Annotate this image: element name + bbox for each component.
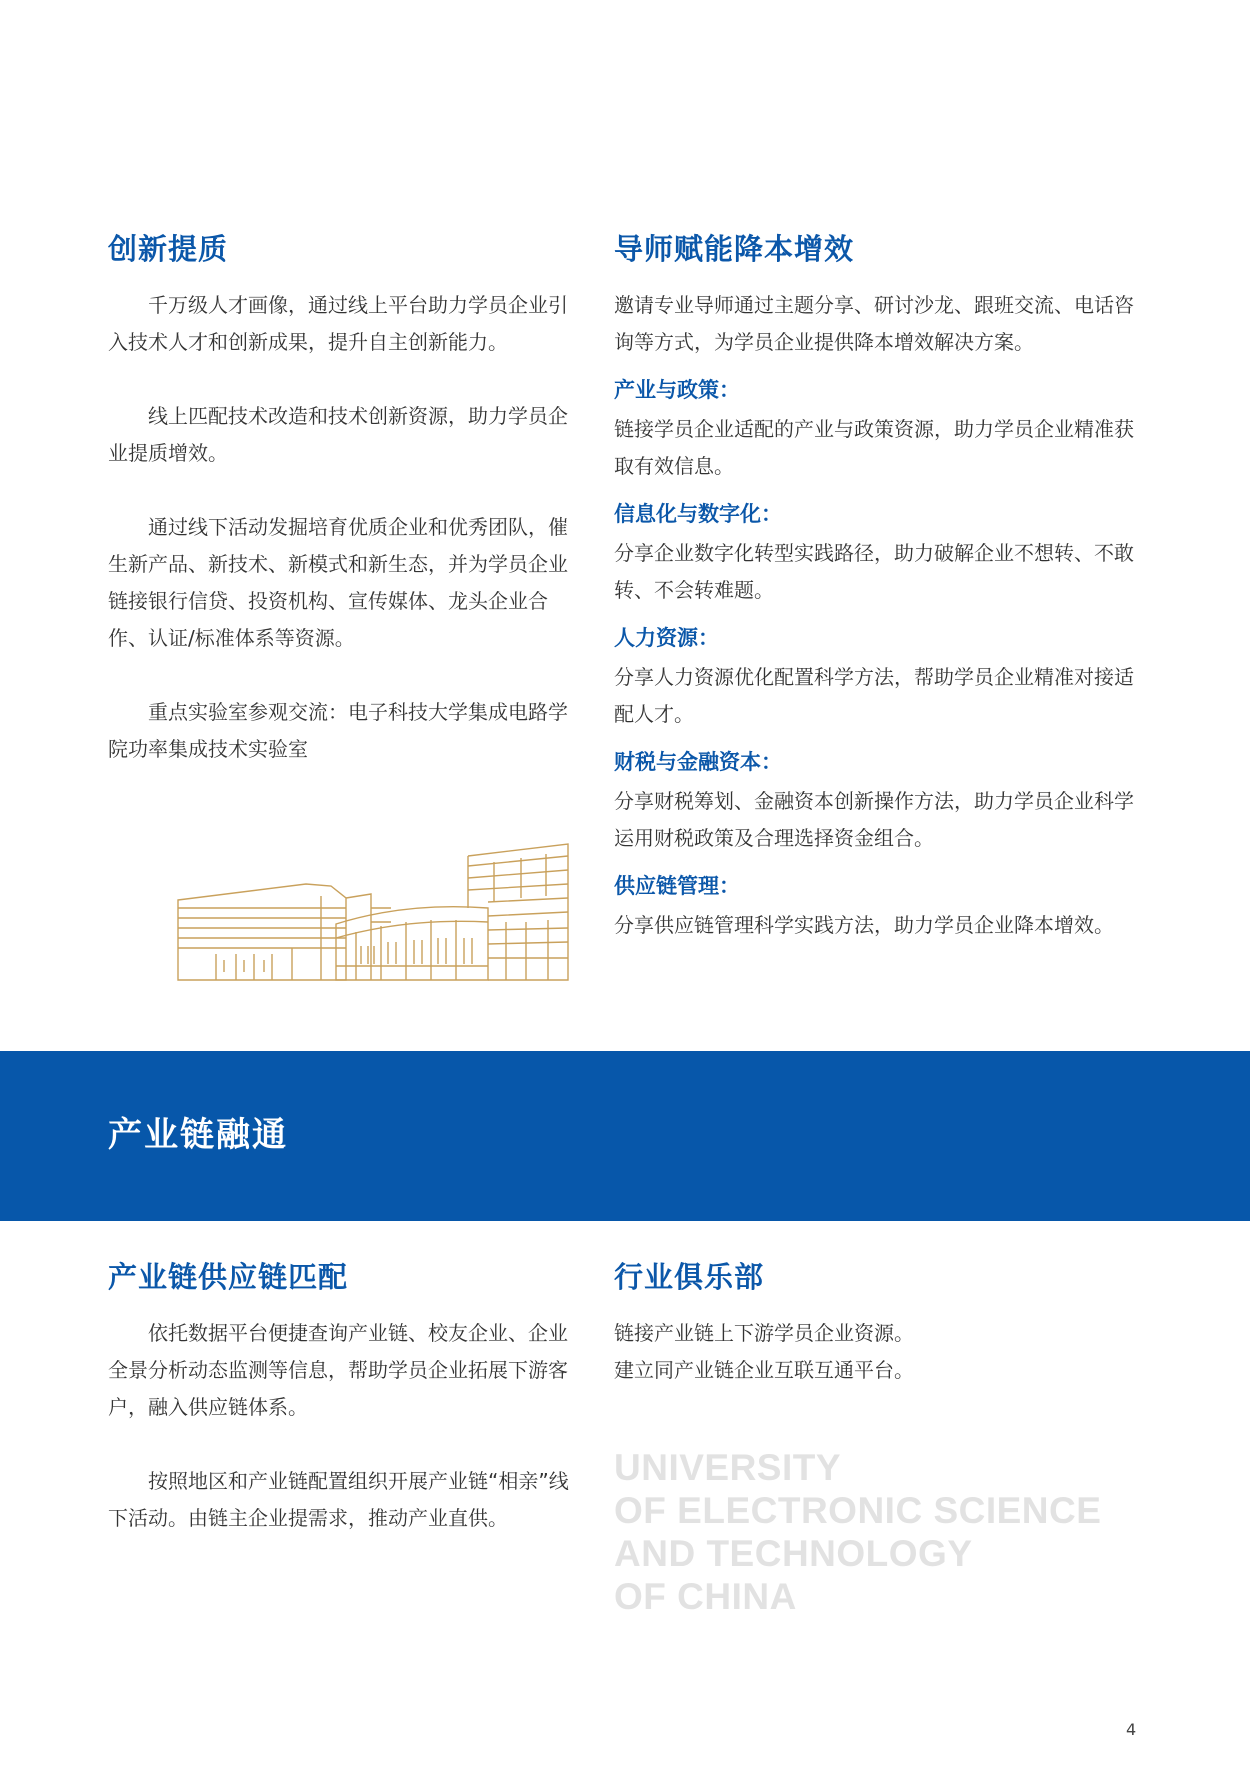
watermark-line-2: OF ELECTRONIC SCIENCE (614, 1490, 1102, 1531)
innovation-paragraph-3: 通过线下活动发掘培育优质企业和优秀团队，催生新产品、新技术、新模式和新生态，并为学员企业链接银行信贷、投资机构、宣传媒体、龙头企业合作、认证/标准体系等资源。 (108, 515, 568, 650)
digital-text: 分享企业数字化转型实践路径，助力破解企业不想转、不敢转、不会转难题。 (614, 541, 1134, 602)
page-number: 4 (1126, 1720, 1137, 1739)
hr-heading: 人力资源： (614, 626, 719, 650)
section-title-innovation: 创新提质 (108, 232, 229, 266)
policy-text: 链接学员企业适配的产业与政策资源，助力学员企业精准获取有效信息。 (614, 417, 1134, 478)
innovation-paragraph-1: 千万级人才画像，通过线上平台助力学员企业引入技术人才和创新成果，提升自主创新能力。 (108, 293, 568, 354)
supply-chain-heading: 供应链管理： (614, 874, 740, 898)
section-banner (0, 1051, 1250, 1221)
mentor-intro: 邀请专业导师通过主题分享、研讨沙龙、跟班交流、电话咨询等方式，为学员企业提供降本增效解决方案。 (614, 293, 1134, 354)
watermark-line-4: OF CHINA (614, 1576, 797, 1617)
right-top-column (614, 229, 1144, 944)
industry-club-line-1: 链接产业链上下游学员企业资源。 (614, 1321, 914, 1345)
industry-club-line-2: 建立同产业链企业互联互通平台。 (614, 1358, 914, 1382)
building-illustration (176, 842, 571, 982)
hr-text: 分享人力资源优化配置科学方法，帮助学员企业精准对接适配人才。 (614, 665, 1134, 726)
watermark-line-1: UNIVERSITY (614, 1447, 842, 1488)
university-watermark (614, 1446, 1101, 1618)
section-title-chain-matching: 产业链供应链匹配 (108, 1260, 349, 1294)
innovation-paragraph-2: 线上匹配技术改造和技术创新资源，助力学员企业提质增效。 (108, 404, 568, 465)
section-title-industry-club: 行业俱乐部 (614, 1260, 765, 1294)
policy-heading: 产业与政策： (614, 378, 740, 402)
left-top-column (108, 229, 578, 768)
chain-matching-paragraph-1: 依托数据平台便捷查询产业链、校友企业、企业全景分析动态监测等信息，帮助学员企业拓展下游客户，融入供应链体系。 (108, 1321, 568, 1419)
banner-title: 产业链融通 (108, 1115, 288, 1155)
digital-heading: 信息化与数字化： (614, 502, 782, 526)
innovation-paragraph-4: 重点实验室参观交流：电子科技大学集成电路学院功率集成技术实验室 (108, 700, 568, 761)
finance-text: 分享财税筹划、金融资本创新操作方法，助力学员企业科学运用财税政策及合理选择资金组合。 (614, 789, 1134, 850)
finance-heading: 财税与金融资本： (614, 750, 782, 774)
left-bottom-column (108, 1257, 578, 1537)
right-bottom-column (614, 1257, 1144, 1389)
supply-chain-text: 分享供应链管理科学实践方法，助力学员企业降本增效。 (614, 913, 1114, 937)
section-title-mentor: 导师赋能降本增效 (614, 232, 855, 266)
watermark-line-3: AND TECHNOLOGY (614, 1533, 973, 1574)
chain-matching-paragraph-2: 按照地区和产业链配置组织开展产业链“相亲”线下活动。由链主企业提需求，推动产业直供。 (108, 1469, 569, 1530)
